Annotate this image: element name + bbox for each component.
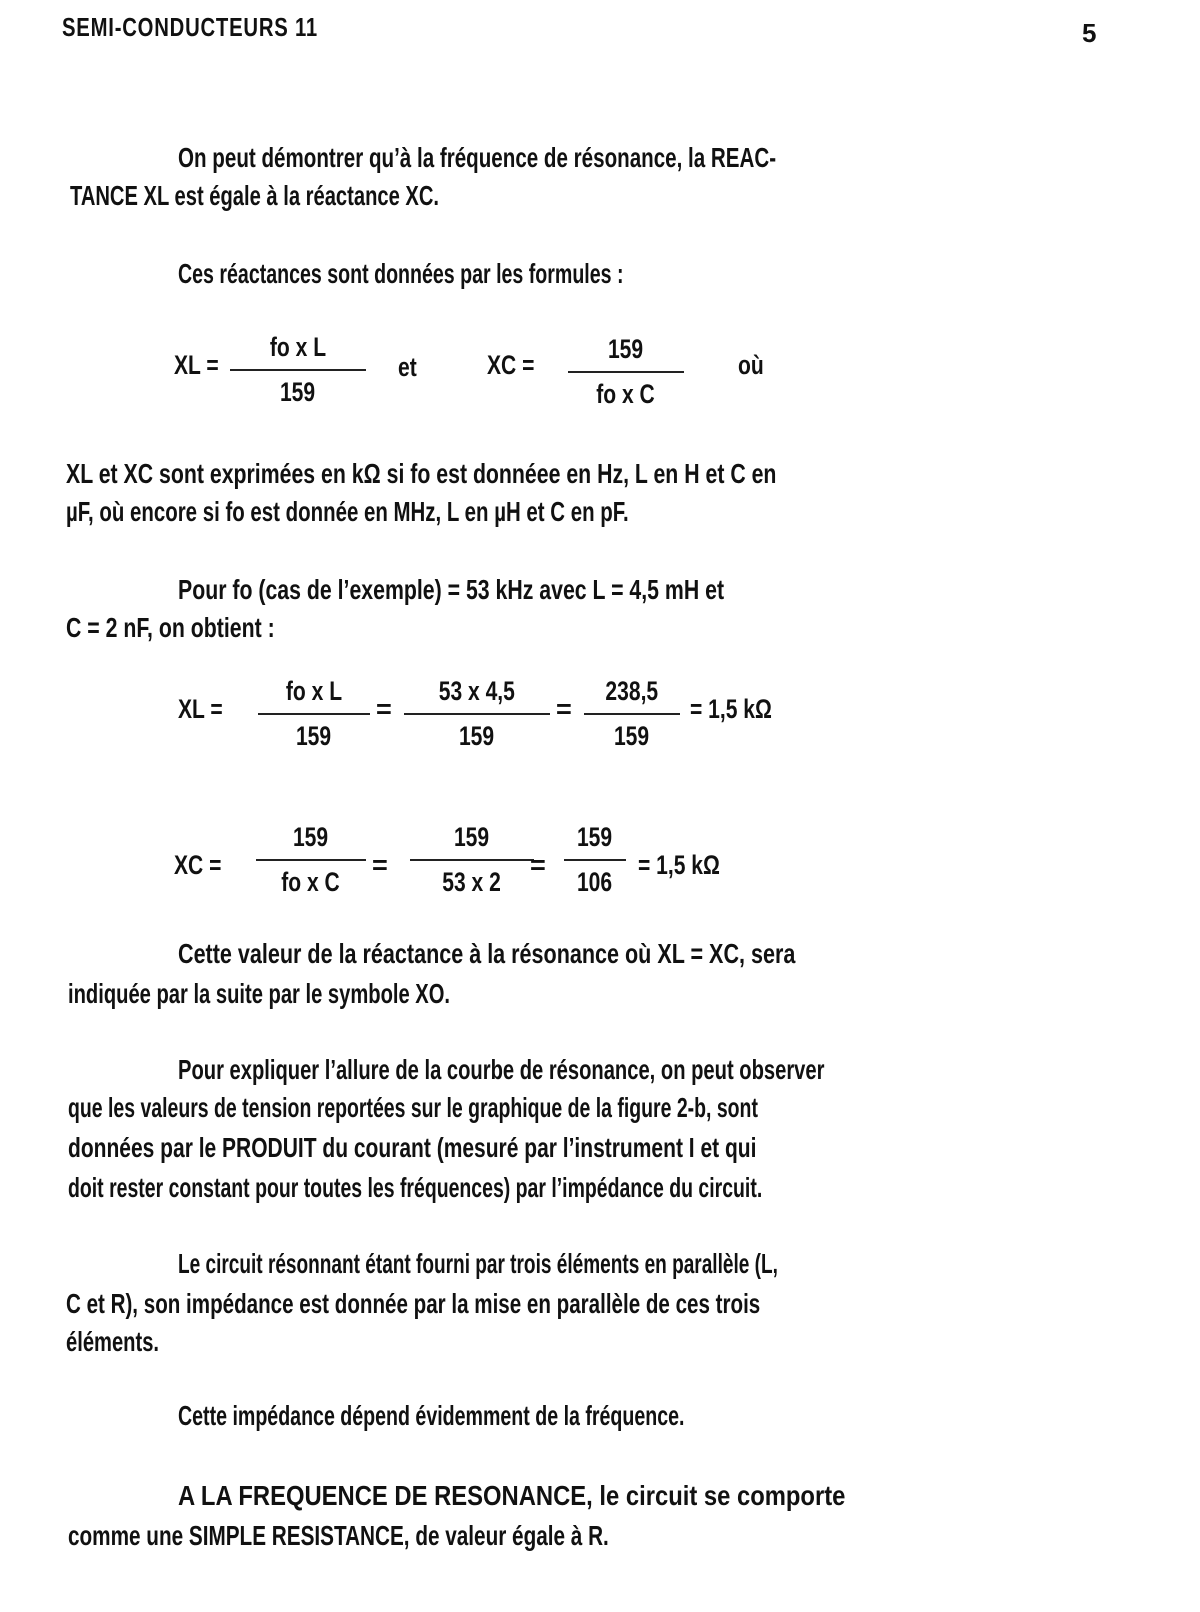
xl-result: [690, 694, 795, 725]
text: Ces réactances sont données par les formules :: [178, 258, 624, 289]
numerator: [256, 822, 366, 853]
equals-sign: =: [376, 694, 392, 724]
xl-formula-fraction: [230, 332, 366, 408]
et-word: [398, 352, 422, 383]
xl-calc-fraction-3: [584, 676, 680, 752]
text: = 1,5 kΩ: [690, 694, 772, 724]
numerator: [584, 676, 680, 707]
text: données par le PRODUIT du courant (mesuré par l’instrument I et qui: [68, 1132, 757, 1163]
denominator: [568, 379, 684, 410]
text: XL et XC sont exprimées en kΩ si fo est donnéee en Hz, L en H et C en: [66, 458, 777, 489]
denominator: [404, 721, 550, 752]
paragraph-9-line-1: [178, 1480, 963, 1512]
fraction-bar: [404, 713, 550, 715]
paragraph-6-line-1: [178, 1054, 1076, 1086]
text: 159: [280, 377, 316, 407]
numerator: [258, 676, 370, 707]
numerator: [568, 334, 684, 365]
equals-sign: =: [372, 850, 388, 880]
text: comme une SIMPLE RESISTANCE, de valeur égale à R.: [68, 1520, 609, 1551]
text: fo x C: [281, 867, 341, 897]
paragraph-1-line-1: [178, 142, 992, 174]
text: 159: [459, 721, 495, 751]
paragraph-3-line-1: [66, 458, 1001, 490]
text: Pour expliquer l’allure de la courbe de résonance, on peut observer: [178, 1054, 825, 1085]
text: 53 x 2: [442, 867, 502, 897]
text: 238,5: [605, 676, 659, 706]
text: C = 2 nF, on obtient :: [66, 612, 275, 643]
paragraph-8: [178, 1400, 902, 1432]
xc-formula-fraction: [568, 334, 684, 410]
denominator: [564, 867, 626, 898]
text: XL =: [178, 694, 223, 724]
paragraph-2: [178, 258, 814, 290]
xl-calc-lhs: [178, 694, 235, 725]
text: 159: [293, 822, 329, 852]
text: éléments.: [66, 1326, 160, 1357]
paragraph-3-line-2: [66, 496, 837, 528]
denominator: [410, 867, 534, 898]
xl-calc-fraction-1: [258, 676, 370, 752]
paragraph-1-line-2: [70, 180, 583, 212]
equals-sign: =: [556, 694, 572, 724]
text: 159: [577, 822, 613, 852]
paragraph-4-line-1: [178, 574, 896, 606]
text: doit rester constant pour toutes les fréquences) par l’impédance du circuit.: [68, 1172, 763, 1203]
text: Pour fo (cas de l’exemple) = 53 kHz avec L = 4,5 mH et: [178, 574, 725, 605]
text: où: [738, 350, 764, 380]
page-number: 5: [1082, 18, 1097, 48]
text: XC =: [487, 350, 535, 380]
xc-result: [638, 850, 743, 881]
text: µF, où encore si fo est donnée en MHz, L en µH et C en pF.: [66, 496, 629, 527]
fraction-bar: [410, 859, 534, 861]
fraction-bar: [230, 369, 366, 371]
text: TANCE XL est égale à la réactance XC.: [70, 180, 440, 211]
paragraph-5-line-2: [68, 978, 599, 1010]
numerator: [410, 822, 534, 853]
ou-word: [738, 350, 771, 381]
text: que les valeurs de tension reportées sur le graphique de la figure 2-b, sont: [68, 1092, 758, 1123]
text: Cette valeur de la réactance à la résonance où XL = XC, sera: [178, 938, 796, 969]
text: et: [398, 352, 417, 382]
paragraph-6-line-2: [68, 1092, 1061, 1124]
paragraph-7-line-3: [66, 1326, 195, 1358]
paragraph-7-line-2: [66, 1288, 1011, 1320]
xc-calc-lhs: [174, 850, 235, 881]
xc-calc-fraction-3: [564, 822, 626, 898]
text: = 1,5 kΩ: [638, 850, 720, 880]
text: fo x C: [596, 379, 656, 409]
denominator: [230, 377, 366, 408]
text: On peut démontrer qu’à la fréquence de résonance, la REAC-: [178, 142, 777, 173]
fraction-bar: [258, 713, 370, 715]
text: 159: [454, 822, 490, 852]
xl-formula-lhs: [174, 350, 231, 381]
text: C et R), son impédance est donnée par la mise en parallèle de ces trois: [66, 1288, 761, 1319]
text: 159: [608, 334, 644, 364]
text: XC =: [174, 850, 222, 880]
fraction-bar: [256, 859, 366, 861]
paragraph-5-line-1: [178, 938, 980, 970]
numerator: [564, 822, 626, 853]
xl-calc-fraction-2: [404, 676, 550, 752]
text: XL =: [174, 350, 219, 380]
text: A LA FREQUENCE DE RESONANCE, le circuit se comporte: [178, 1480, 846, 1511]
text: fo x L: [285, 676, 343, 706]
numerator: [404, 676, 550, 707]
text: Cette impédance dépend évidemment de la fréquence.: [178, 1400, 685, 1431]
xc-calc-fraction-1: [256, 822, 366, 898]
xc-calc-fraction-2: [410, 822, 534, 898]
text: Le circuit résonnant étant fourni par trois éléments en parallèle (L,: [178, 1248, 778, 1279]
text: 159: [614, 721, 650, 751]
paragraph-6-line-3: [68, 1132, 986, 1164]
denominator: [258, 721, 370, 752]
text: 159: [296, 721, 332, 751]
numerator: [230, 332, 366, 363]
text: 106: [577, 867, 613, 897]
fraction-bar: [564, 859, 626, 861]
paragraph-9-line-2: [68, 1520, 799, 1552]
header-title: SEMI-CONDUCTEURS 11: [62, 12, 318, 42]
equals-sign: =: [530, 850, 546, 880]
text: indiquée par la suite par le symbole XO.: [68, 978, 451, 1009]
denominator: [256, 867, 366, 898]
xc-formula-lhs: [487, 350, 548, 381]
denominator: [584, 721, 680, 752]
paragraph-6-line-4: [68, 1172, 1067, 1204]
fraction-bar: [568, 371, 684, 373]
paragraph-4-line-2: [66, 612, 341, 644]
running-header: [62, 12, 390, 43]
paragraph-7-line-1: [178, 1248, 1060, 1280]
text: 53 x 4,5: [438, 676, 516, 706]
text: fo x L: [269, 332, 327, 362]
fraction-bar: [584, 713, 680, 715]
